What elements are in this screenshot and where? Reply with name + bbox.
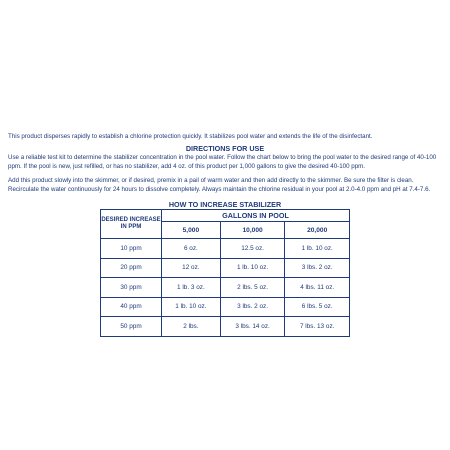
ppm-cell: 30 ppm xyxy=(101,278,162,298)
desired-increase-header: DESIRED INCREASE IN PPM xyxy=(101,210,162,239)
amount-cell: 7 lbs. 13 oz. xyxy=(285,317,350,337)
table-row xyxy=(101,297,350,317)
gallons-in-pool-header: GALLONS IN POOL xyxy=(162,210,350,222)
amount-cell: 3 lbs. 2 oz. xyxy=(285,258,350,278)
table-title: HOW TO INCREASE STABILIZER xyxy=(168,200,282,209)
intro-text: This product disperses rapidly to establish a chlorine protection quickly. It stabilizes pool water and extends the life of the disinfectant. xyxy=(8,133,373,140)
table-row xyxy=(101,258,350,278)
amount-cell: 4 lbs. 11 oz. xyxy=(285,278,350,298)
directions-paragraph-1: Use a reliable test kit to determine the stabilizer concentration in the pool water. Follow the chart below to bring the pool water to the desired range of 40-100 ppm. If the pool is new, just refilled, or has no stabilizer, add 4 oz. of this product per 1,000 gallons to give the desired 40-100 ppm. xyxy=(8,154,437,170)
directions-paragraph-2: Add this product slowly into the skimmer, or if desired, premix in a pail of warm water and then add directly to the skimmer. Be sure the filter is clean. Recirculate the water continuously for 24 hours to dissolve completely. Always maintain the chlorine residual in your pool at 2.0-4.0 ppm and pH at 7.4-7.6. xyxy=(8,177,431,193)
ppm-cell: 10 ppm xyxy=(101,239,162,259)
table-row xyxy=(101,239,350,259)
amount-cell: 1 lb. 10 oz. xyxy=(220,258,285,278)
stabilizer-table xyxy=(100,209,350,337)
amount-cell: 12.5 oz. xyxy=(220,239,285,259)
amount-cell: 6 oz. xyxy=(162,239,221,259)
ppm-cell: 40 ppm xyxy=(101,297,162,317)
ppm-cell: 50 ppm xyxy=(101,317,162,337)
amount-cell: 2 lbs. xyxy=(162,317,221,337)
amount-cell: 3 lbs. 14 oz. xyxy=(220,317,285,337)
size-header-10000: 10,000 xyxy=(220,222,285,239)
directions-title: DIRECTIONS FOR USE xyxy=(185,144,265,153)
amount-cell: 6 lbs. 5 oz. xyxy=(285,297,350,317)
table-row xyxy=(101,278,350,298)
amount-cell: 2 lbs. 5 oz. xyxy=(220,278,285,298)
amount-cell: 3 lbs. 2 oz. xyxy=(220,297,285,317)
amount-cell: 1 lb. 10 oz. xyxy=(162,297,221,317)
amount-cell: 1 lb. 3 oz. xyxy=(162,278,221,298)
size-header-5000: 5,000 xyxy=(162,222,221,239)
amount-cell: 12 oz. xyxy=(162,258,221,278)
ppm-cell: 20 ppm xyxy=(101,258,162,278)
table-row xyxy=(101,317,350,337)
amount-cell: 1 lb. 10 oz. xyxy=(285,239,350,259)
size-header-20000: 20,000 xyxy=(285,222,350,239)
